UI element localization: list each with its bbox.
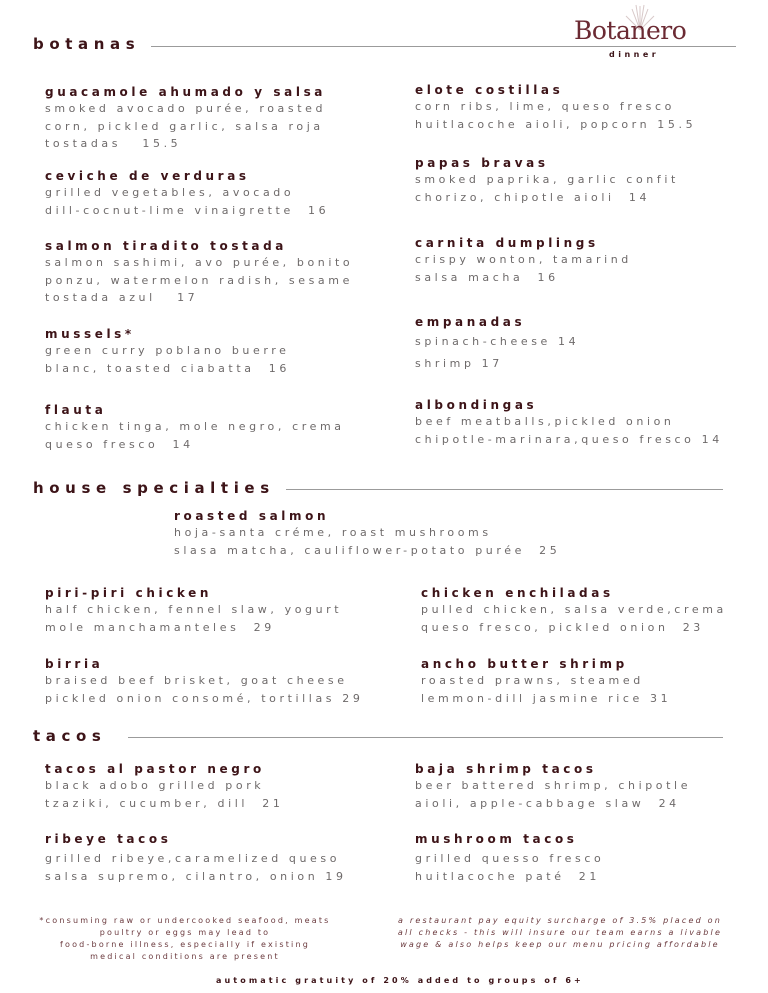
item-desc: beef meatballs,pickled onion [415,415,675,428]
item-desc: grilled ribeye,caramelized queso [45,852,341,865]
raw-food-warning [20,915,350,963]
item-desc: mole manchamanteles 29 [45,620,275,634]
menu-item [45,585,342,636]
item-desc: roasted prawns, steamed [421,674,644,687]
item-desc: chorizo, chipotle aioli 14 [415,190,651,204]
item-desc: green curry poblano buerre [45,344,290,357]
item-name: piri-piri chicken [45,586,213,600]
item-desc: half chicken, fennel slaw, yogurt [45,603,343,616]
menu-item [45,168,329,219]
item-name: mushroom tacos [415,832,578,846]
warning-line: poultry or eggs may lead to [99,928,271,937]
warning-line: food-borne illness, especially if existing [59,940,311,949]
logo-text: Botanero [574,16,687,45]
item-name: flauta [45,403,107,417]
item-desc: crispy wonton, tamarind [415,253,632,266]
section-divider [151,46,736,47]
warning-line: medical conditions are present [90,952,280,961]
menu-item [45,761,283,812]
item-desc: salmon sashimi, avo purée, bonito [45,256,354,269]
gratuity-note: automatic gratuity of 20% added to groups of 6+ [216,976,584,985]
surcharge-line: all checks - this will insure our team earns a livable [397,928,723,937]
item-name: carnita dumplings [415,236,599,250]
menu-item [45,84,326,153]
item-desc: smoked avocado purée, roasted [45,102,327,115]
menu-item [415,831,604,885]
section-divider [286,489,723,490]
item-desc: hoja-santa créme, roast mushrooms [174,526,492,539]
item-name: roasted salmon [174,509,330,523]
item-name: tacos al pastor negro [45,762,265,776]
item-name: chicken enchiladas [421,586,614,600]
item-desc: braised beef brisket, goat cheese [45,674,348,687]
menu-item [174,508,560,559]
item-name: ribeye tacos [45,832,172,846]
item-desc: corn, pickled garlic, salsa roja [45,119,324,133]
item-desc: salsa macha 16 [415,270,559,284]
menu-item [421,585,727,636]
item-desc: blanc, toasted ciabatta 16 [45,361,290,375]
warning-line: *consuming raw or undercooked seafood, meats [39,916,331,925]
surcharge-line: a restaurant pay equity surcharge of 3.5% placed on [397,916,722,925]
item-name: papas bravas [415,156,549,170]
item-desc: black adobo grilled pork [45,779,265,792]
item-desc: queso fresco, pickled onion 23 [421,620,704,634]
menu-item [45,326,290,377]
item-desc: ponzu, watermelon radish, sesame [45,273,353,287]
item-desc: chicken tinga, mole negro, crema [45,420,345,433]
menu-item [45,238,353,307]
item-name: birria [45,657,104,671]
surcharge-note [385,915,735,951]
item-desc: salsa supremo, cilantro, onion 19 [45,869,347,883]
item-desc: corn ribs, lime, queso fresco [415,100,675,113]
item-name: baja shrimp tacos [415,762,597,776]
item-name: guacamole ahumado y salsa [45,85,327,99]
logo [574,4,694,48]
item-desc: shrimp 17 [415,356,503,370]
item-name: mussels* [45,327,135,341]
item-desc: tostadas 15.5 [45,137,182,150]
item-desc: grilled vegetables, avocado [45,186,295,199]
item-desc: tostada azul 17 [45,291,199,304]
item-desc: huitlacoche aioli, popcorn 15.5 [415,117,697,131]
item-desc: grilled quesso fresco [415,852,605,865]
menu-item [415,397,723,448]
menu-item [45,831,347,885]
item-desc: lemmon-dill jasmine rice 31 [421,691,672,705]
item-name: elote costillas [415,83,564,97]
section-title-tacos: tacos [33,727,107,745]
menu-item [415,82,696,133]
item-name: salmon tiradito tostada [45,239,287,253]
item-name: ceviche de verduras [45,169,250,183]
item-desc: pickled onion consomé, tortillas 29 [45,691,364,705]
menu-item [415,761,691,812]
menu-item [45,402,345,453]
item-desc: smoked paprika, garlic confit [415,173,679,186]
item-name: ancho butter shrimp [421,657,628,671]
menu-item [421,656,671,707]
item-desc: beer battered shrimp, chipotle [415,779,692,792]
surcharge-line: wage & also helps keep our menu pricing affordable [400,940,720,949]
item-desc: chipotle-marinara,queso fresco 14 [415,432,723,446]
menu-item [45,656,363,707]
item-desc: slasa matcha, cauliflower-potato purée 25 [174,543,561,557]
item-name: albondingas [415,398,538,412]
item-desc: dill-cocnut-lime vinaigrette 16 [45,203,330,217]
section-divider [128,737,723,738]
menu-item [415,155,679,206]
menu-item [415,314,579,372]
item-desc: aioli, apple-cabbage slaw 24 [415,796,680,810]
item-desc: pulled chicken, salsa verde,crema [421,603,727,616]
item-desc: huitlacoche paté 21 [415,869,600,883]
item-name: empanadas [415,315,526,329]
item-desc: queso fresco 14 [45,437,194,451]
section-title-botanas: botanas [33,35,141,53]
menu-subtitle: dinner [609,50,660,59]
menu-item [415,235,632,286]
section-title-house-specialties: house specialties [33,479,275,497]
item-desc: tzaziki, cucumber, dill 21 [45,796,284,810]
item-desc: spinach-cheese 14 [415,335,580,348]
